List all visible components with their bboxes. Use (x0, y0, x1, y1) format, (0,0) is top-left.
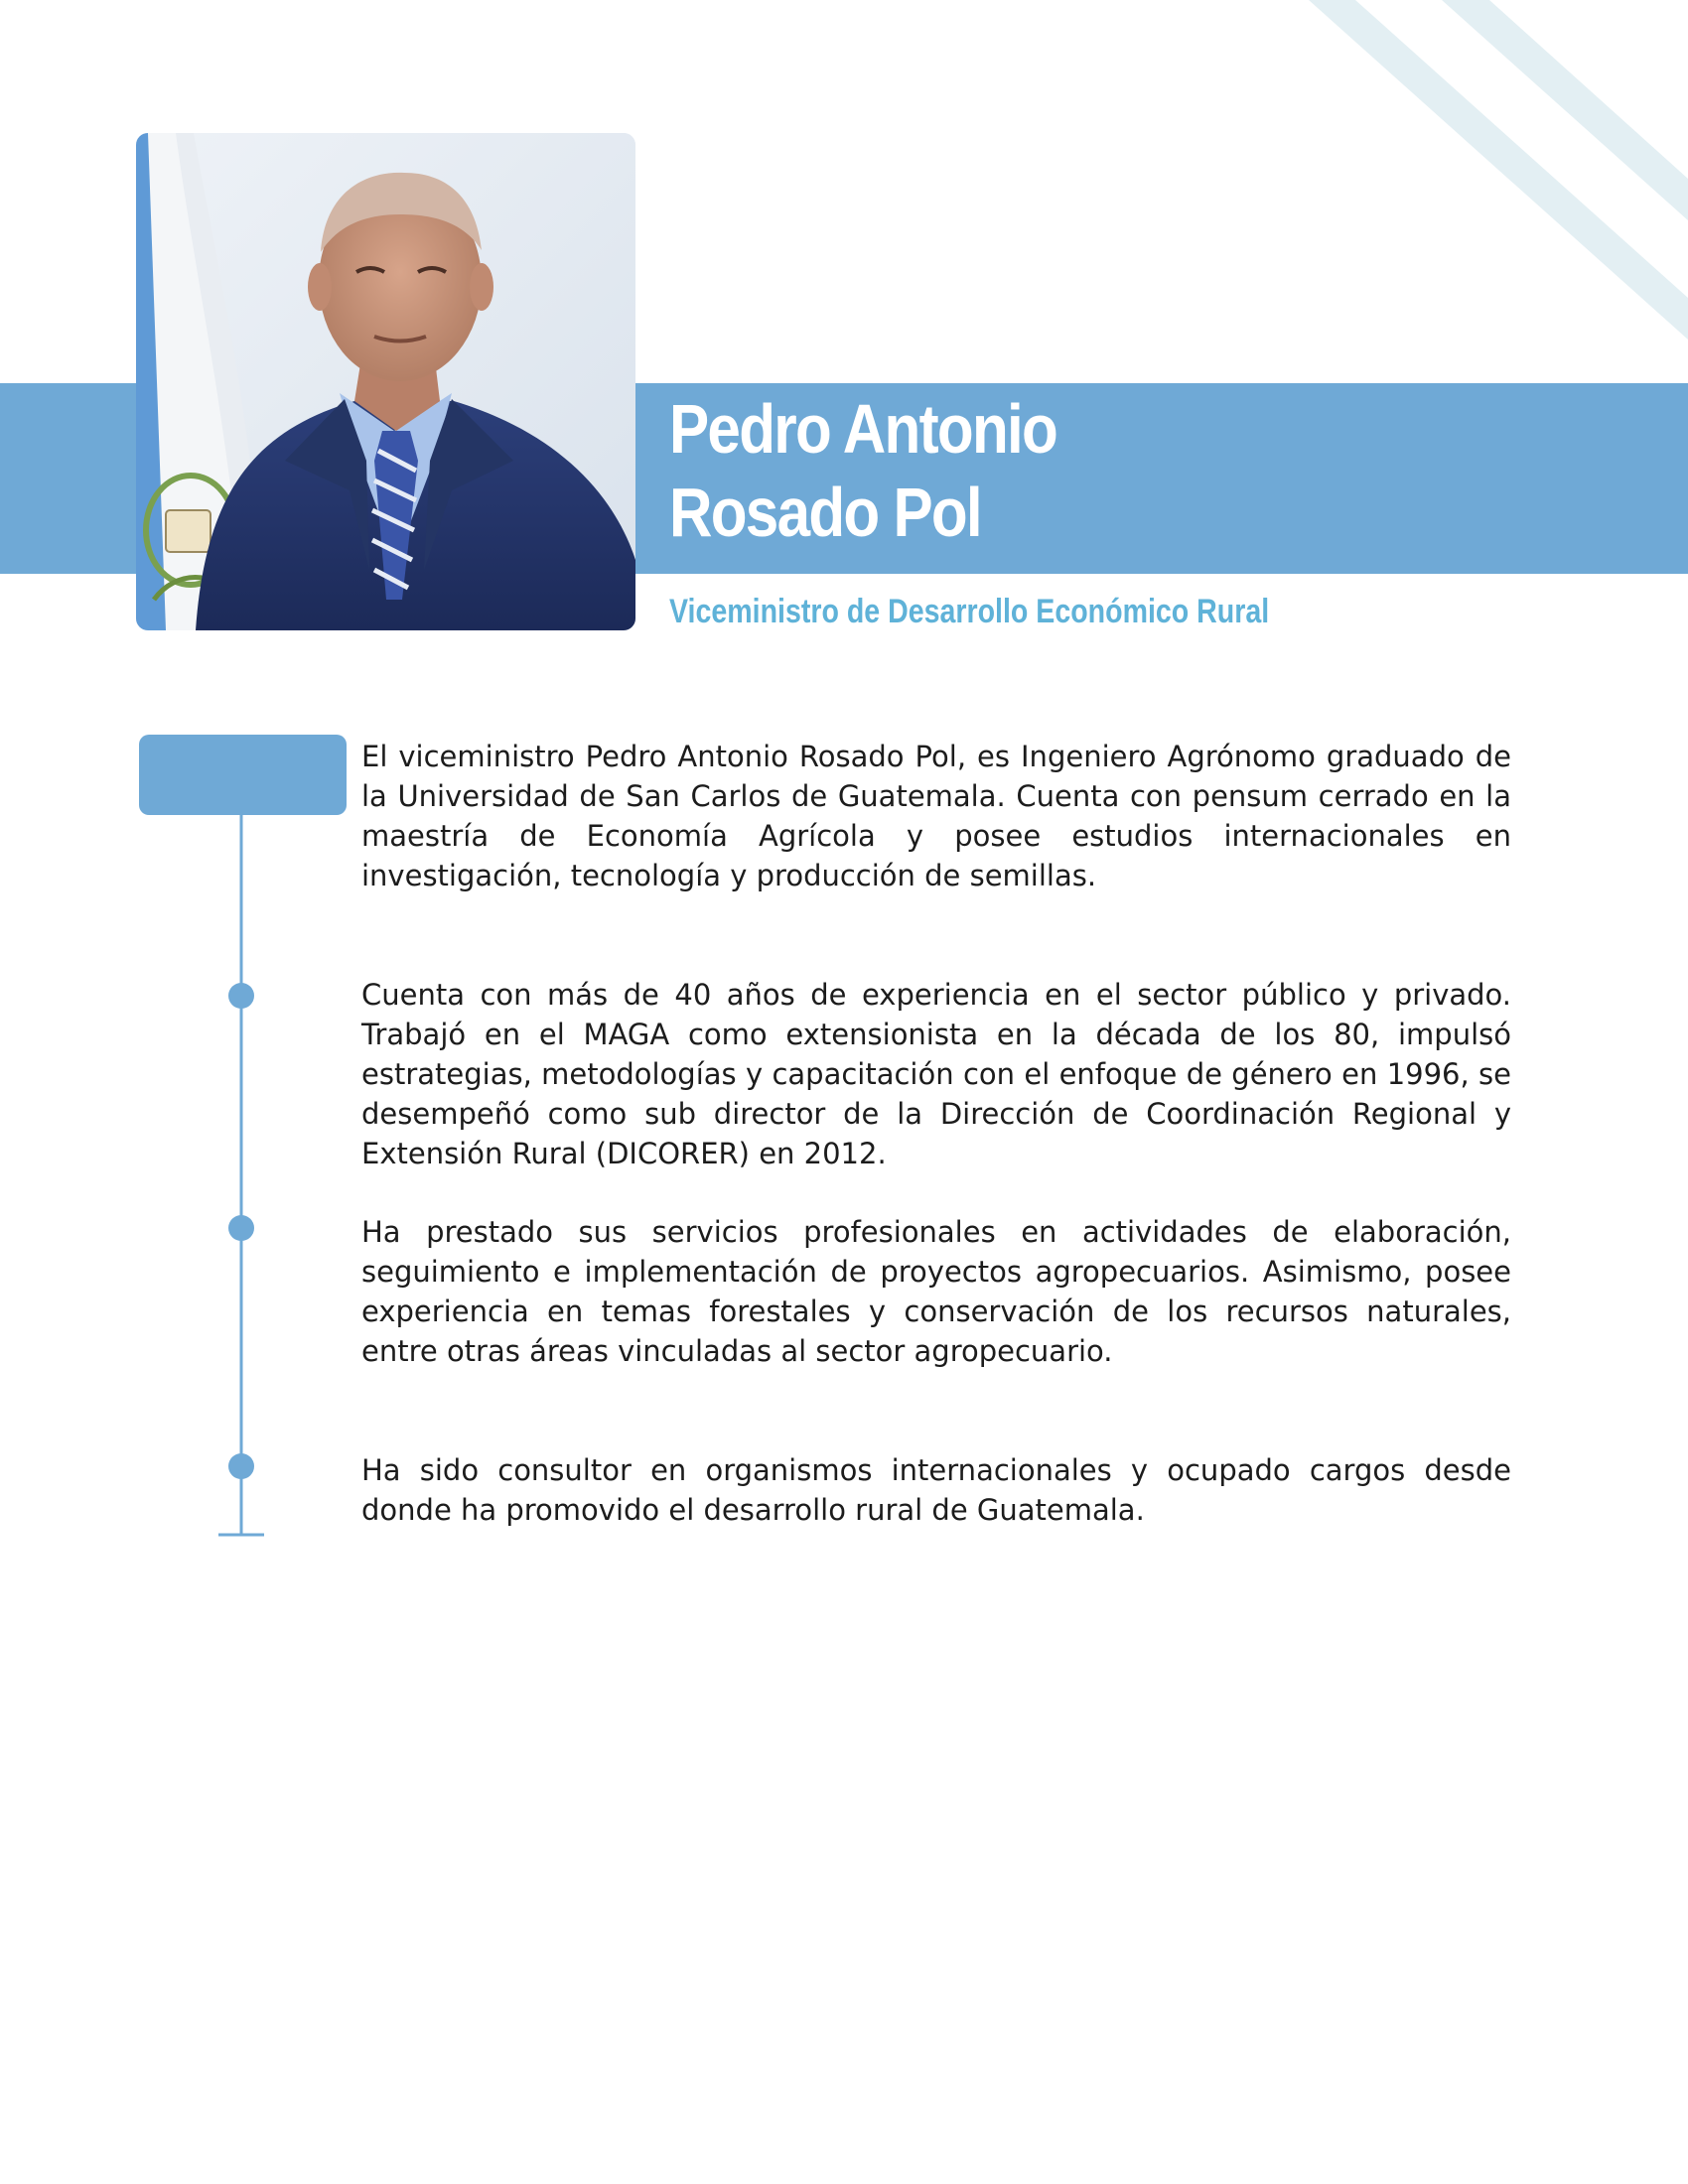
person-name-line2: Rosado Pol (669, 474, 981, 551)
person-name-line1: Pedro Antonio (669, 390, 1057, 468)
bio-paragraph-2: Cuenta con más de 40 años de experiencia en el sector público y privado. Trabajó en el MAGA como extensionista en la década de los 80, impulsó estrategias, metodologías y capacitación con el enfoque de género en 1996, se desempeñó como sub director de la Dirección de Coordinación Regional y Extensión Rural (DICORER) en 2012. (361, 978, 1511, 1170)
bio-paragraph-1: El viceministro Pedro Antonio Rosado Pol, es Ingeniero Agrónomo graduado de la Universidad de San Carlos de Guatemala. Cuenta con pensum cerrado en la maestría de Economía Agrícola y posee estudios internacionales en investigación, tecnología y producción de semillas. (361, 740, 1511, 892)
person-role: Viceministro de Desarrollo Económico Rural (669, 593, 1270, 630)
bio-paragraph-3: Ha prestado sus servicios profesionales en actividades de elaboración, seguimiento e implementación de proyectos agropecuarios. Asimismo, posee experiencia en temas forestales y conservación de los recursos naturales, entre otras áreas vinculadas al sector agropecuario. (361, 1215, 1511, 1368)
bio-paragraph-4: Ha sido consultor en organismos internacionales y ocupado cargos desde donde ha promovido el desarrollo rural de Guatemala. (361, 1453, 1511, 1527)
timeline-dot (228, 1453, 254, 1479)
timeline-dot (228, 983, 254, 1009)
timeline-dot (228, 1215, 254, 1241)
